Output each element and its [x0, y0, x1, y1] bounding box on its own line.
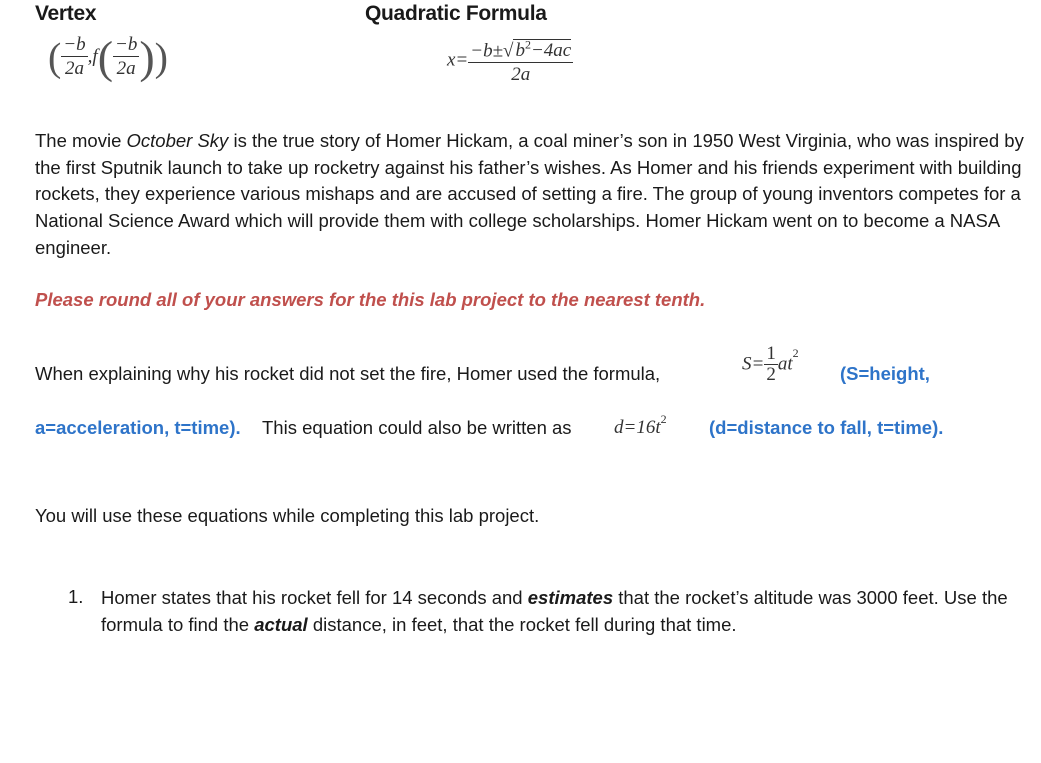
quadratic-formula [447, 34, 573, 87]
vertex-inner-num: −b [115, 34, 138, 55]
vertex-inner-den: 2a [116, 58, 136, 79]
quadratic-lhs: x= [447, 49, 469, 71]
radical-sign: √ [503, 40, 514, 62]
quadratic-formula-heading: Quadratic Formula [365, 2, 547, 25]
question-number: 1. [68, 586, 84, 607]
emphasis-estimates: estimates [527, 587, 614, 608]
equation-alternative-text: This equation could also be written as [262, 417, 572, 438]
vertex-heading: Vertex [35, 2, 97, 25]
height-legend: (S=height, [840, 363, 930, 384]
vertex-close-paren: ) [154, 34, 168, 80]
distance-formula: $d=16t^2$ [614, 412, 667, 438]
rounding-instruction: Please round all of your answers for the this lab project to the nearest tenth. [35, 289, 706, 310]
formula-explanation-text: When explaining why his rocket did not set the fire, Homer used the formula, [35, 363, 661, 384]
movie-title: October Sky [126, 130, 229, 151]
vertex-fraction [61, 34, 87, 81]
vertex-comma-f: ,f [87, 45, 98, 67]
question-1-text: Homer states that his rocket fell for 14 seconds and estimates that the rocket’s altitude was 3000 feet. Use the formula to find the actual distance, in feet, that the rocket fell during that time. [101, 587, 1008, 635]
vertex-formula: ( $\frac{-b}{2a}$ ,f( $\frac{-b}{2a}$ )) [48, 31, 168, 83]
vertex-inner-fraction [113, 34, 139, 81]
intro-paragraph: The movie October Sky is the true story of Homer Hickam, a coal miner’s son in 1950 West Virginia, who was inspired by the first Sputnik launch to take up rocketry against his father’s wishes. As Homer and his friends experiment with building rockets, they experience various mishaps and are accused of setting a fire. The group of young inventors competes for a National Science Award which will provide them with college scholarships. Homer Hickam went on to become a NASA engineer. [35, 130, 1024, 258]
quadratic-numerator: −b±√ $b^2-4ac$ [468, 34, 573, 63]
vertex-num: −b [63, 34, 86, 55]
distance-legend: (d=distance to fall, t=time). [709, 417, 944, 438]
vertex-den: 2a [64, 58, 84, 79]
vertex-open-paren: ( [48, 34, 62, 80]
quadratic-denominator: 2a [511, 64, 531, 86]
emphasis-actual: actual [254, 613, 308, 635]
height-formula: S= $\frac{1}{2}$ $at^2$ [742, 343, 799, 385]
acceleration-legend: a=acceleration, t=time). [35, 417, 241, 438]
quadratic-fraction [468, 34, 573, 87]
usage-note: You will use these equations while completing this lab project. [35, 505, 540, 526]
